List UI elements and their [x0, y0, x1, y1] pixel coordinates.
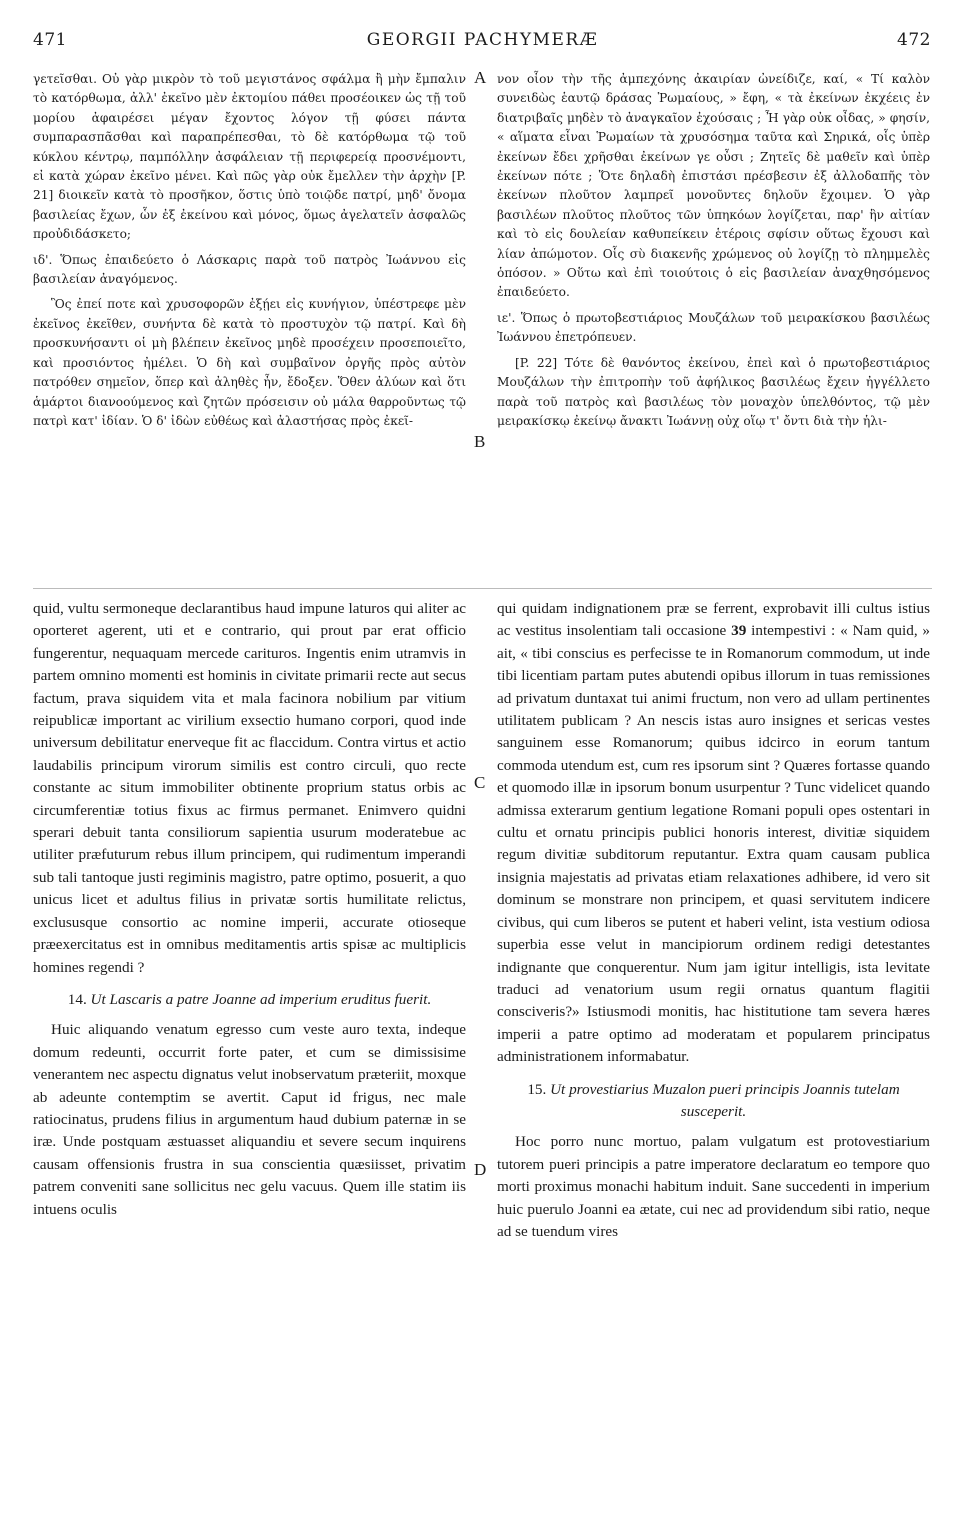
page-number-right: 472	[897, 30, 931, 50]
greek-paragraph: νον οἷον τὴν τῆς ἀμπεχόνης ἀκαιρίαν ὠνείδιζε, καί, « Τί καλὸν συνειδὼς ἑαυτῷ δράσας Ῥωμαίους, » ἔφη, « τὰ ἐκείνων ἐκχέεις ἐν διατριβαῖς μηδὲν τὸ ἀναγκαῖον ἐχούσαις ; Ἦ γὰρ οὐκ οἶδας, » φησίν, « αἵματα εἶναι Ῥωμαίων τὰ χρυσόσημα ταῦτα καὶ Σηρικά, οἷς ὑπὲρ ἐκείνων ἔδει χρῆσθαι ἐκείνων γε οὖσι ; Ζητεῖς δὲ μαθεῖν καὶ ὑπὲρ ἐκείνων πότε ; Ὅτε δηλαδὴ ἐπιστάσι πρέσβεσιν ἐξ ἀλλοδαπῆς τὸν ἐκείνων πλοῦτον λαμπρεῖ μονοῦντες δηλοῦν ἔχοιμεν. Ὁ γὰρ βασιλέων πλοῦτος πλοῦτος τῶν ὑπηκόων λογίζεται, παρ' ἣν αἰτίαν καὶ τὸ εἰς δουλείαν καθυπείκειν ἑτέροις σφίσιν οὕτως ἔχουσι καὶ λίαν ἀπώμοτον. Οἷς σὺ διακενῆς χρώμενος οὐ λογίζῃ τὸ πλημμελὲς ὁπόσον. » Οὕτω καὶ ἐπὶ τοιούτοις ὁ εἰς βασιλείαν ἀναχθησόμενος ἐπαιδεύετο.	[497, 72, 930, 300]
running-title: GEORGII PACHYMERÆ	[366, 30, 599, 50]
margin-marker-a: A	[474, 68, 487, 87]
latin-paragraph: Huic aliquando venatum egresso cum veste auro texta, indeque domum redeunti, occurrit forte pater, et cum se dimissisime venerantem nec aspectu dignatus velut inobservatum præteriit, moxque ab adeunte contemptim se avertit. Caput id frigus, nec male ratiocinatus, prudens filius in argumentum haud dubium paternæ in se iræ. Unde postquam æstuasset aliquandiu et severe secum inquirens causam offensionis frustra in sua conscientia quæsiisset, privatim patrem conveniti sane sollicitus nec gelu vacuus. Quem ille statim iis intuens oculis	[33, 1021, 466, 1218]
latin-chapter-heading	[497, 1079, 930, 1124]
latin-text: qui quidam indignationem præ se ferrent, exprobavit illi cultus istius ac vestitus insolentiam tali occasione	[497, 600, 930, 640]
latin-column-right	[497, 598, 930, 1528]
latin-chapter-heading	[33, 989, 466, 1011]
greek-paragraph: [P. 22] Τότε δὲ θανόντος ἐκείνου, ἐπεὶ καὶ ὁ πρωτοβεστιάριος Μουζάλων τὴν ἐπιτροπὴν τοῦ ἀφήλικος βασιλέως ἔχειν ἠγγέλλετο παρὰ τοῦ πατρὸς καὶ βασιλέως τὸν μοναχὸν ὑπελθόντος, τῷ μὲν μειρακίσκῳ ἐκείνῳ ἄνακτι Ἰωάννῃ οὐχ οἵῳ τ' ὄντι διὰ τὴν ἡλι-	[497, 355, 930, 428]
margin-marker-d: D	[474, 1160, 487, 1179]
divider-rule	[33, 588, 932, 589]
greek-chapter-heading: ιε'. Ὅπως ὁ πρωτοβεστιάριος Μουζάλων τοῦ μειρακίσκου βασιλέως Ἰωάννου ἐπετρόπευεν.	[497, 310, 930, 345]
greek-column-left	[33, 70, 466, 585]
greek-column-right	[497, 70, 930, 585]
latin-chapter-title: Ut provestiarius Muzalon pueri principis Joannis tutelam susceperit.	[550, 1080, 900, 1120]
page-header	[0, 30, 965, 60]
latin-chapter-number: 14.	[67, 990, 87, 1008]
latin-column-left	[33, 598, 466, 1528]
margin-number: 39	[731, 622, 747, 640]
page-number-left: 471	[33, 30, 67, 50]
greek-chapter-heading: ιδ'. Ὅπως ἐπαιδεύετο ὁ Λάσκαρις παρὰ τοῦ πατρὸς Ἰωάννου εἰς βασιλείαν ἀναγόμενος.	[33, 252, 466, 287]
latin-paragraph: Hoc porro nunc mortuo, palam vulgatum est protovestiarium tutorem pueri principis a patre imperatore declaratum eo tempore quo morti proximus monachi habitum induit. Sane succedenti in imperium huic puerulo Joanni ea ætate, cui nec ad providendum sibi ratio, neque ad se tuendum vires	[497, 1133, 930, 1240]
margin-marker-b: B	[474, 432, 486, 451]
margin-marker-c: C	[474, 773, 486, 792]
latin-paragraph	[497, 598, 930, 1069]
latin-text: intempestivi : « Nam quid, » ait, « tibi conscius es perfecisse te in Romanorum commodum, ut inde tibi licentiam partam putes abutendi opibus illorum in tuas remissiones ad privatum duntaxat tui animi fructum, non vero ad ullam pertinentes utilitatem publicam ? An nescis istas auro insignes et sericas vestes sanguinem esse Romanorum; quibus idcirco in eorum tantum commoda utendum est, cum res ipsorum sint ? Quæres fortasse quando et quomodo illæ in ipsorum bonum usurpentur ? Tunc videlicet quando admissa exterarum gentium legatione Romani populi opes ostentari in cultu et ornatu principis publici honoris interest, divitiæ siquidem regum divitiæ subditorum reputantur. Extra quam causam publica insignia majestatis ad privatas etiam relaxationes adhibere, id vero sit dominum se monstrare non principem, et quasi servitutem indicere civibus, qui cum liberos se putent et haberi velint, ista vestium odiosa superbia esse velut in mancipiorum ordinem redigi detestantes indignante que conquerentur. Num jam igitur intelligis, ista levitate traduci ad venatorium usum regii ornatus quantum flagitii consciveris?» Istiusmodi monitis, hac histitutione tam severa hæres imperii a patre optimo ad moderatam et popularem principatus administrationem informabatur.	[497, 622, 930, 1066]
latin-chapter-title: Ut Lascaris a patre Joanne ad imperium eruditus fuerit.	[90, 990, 432, 1008]
greek-paragraph: Ὃς ἐπεί ποτε καὶ χρυσοφορῶν ἐξῄει εἰς κυνήγιον, ὑπέστρεφε μὲν ἐκεῖνος ἐκεῖθεν, συνήντα δὲ κατὰ τὸ προστυχὸν τῷ πατρί. Καὶ δὴ προσκυνήσαντι οἱ μὴ βλέπειν ἐκεῖνος μηδὲ προσέχειν προσεποιεῖτο, καὶ προσιόντος ἠμέλει. Ὁ δὴ καὶ συμβαῖνον ὀργῆς πρὸς αὐτὸν πατρόθεν σημεῖον, ὅπερ καὶ ἀληθὲς ἦν, ἔδοξεν. Ὅθεν ἀλύων καὶ ὅτι ἁμάρτοι διανοούμενος καὶ ζητῶν πρόσεισιν οὐ μάλα θαρροῦντως τῷ πατρὶ κατ' ἰδίαν. Ὁ δ' ἰδὼν εὐθέως καὶ ἀλαστήσας πρὸς ἐκεῖ-	[33, 297, 466, 428]
greek-paragraph: γετεῖσθαι. Οὐ γὰρ μικρὸν τὸ τοῦ μεγιστάνος σφάλμα ἢ μὴν ἔμπαλιν τὸ κατόρθωμα, ἀλλ' ἐκεῖνο μὲν ἐκτομίου πάθει προσέοικεν ὡς τῇ τοῦ μορίου ἀφαιρέσει μέγαν ἔχοντος λόγον τῇ φύσει πάντα συμπαρασπᾶσθαι καὶ παραπρέπεσθαι, τὸ δὲ κατόρθωμα τῷ τοῦ κύκλου κέντρῳ, παμπόλλην ἀσφάλειαν τῇ περιφερείᾳ προσνέμοντι, εἰ κατὰ χώραν ἐκεῖνο μένει. Καὶ πῶς γὰρ οὐκ ἔμελλεν τὴν ἀρχὴν [P. 21] διοικεῖν κατὰ τὸ προσῆκον, ὅστις ὑπὸ τοιῷδε πατρί, μηδ' ὄνομα βασιλείας ἔχων, ὧν ἐξ ἐκείνου καὶ μόνος, ὅμως ἀγελατεῖν ἀσφαλῶς προὐδιδάσκετο;	[33, 72, 466, 242]
latin-paragraph: quid, vultu sermoneque declarantibus haud impune laturos qui aliter ac oporteret agerent, uti et e contrario, qui prout par erat officio fungerentur, nequaquam mercede carituros. Ingentis enim utramvis in partem omnino momenti est hominis in civitate primarii recte aut secus factum, prava siquidem vita et mala facinora nobilium par vitium reipublicæ important ac virilium exsectio humano corpori, quod inde universum debilitatur enerveque fit ac flaccidum. Contra virtus et actio laudabilis principum virorum similis est contro circuli, quo recte constante ac situm immobiliter obtinente proprium status orbis ac circumferentiæ totius fixus ac firmus permanet. Enimvero quidni sperari debuit tanta consiliorum sapientia usurum moderatebue ac utiliter præfuturum rebus illum principem, qui rudimentum imperandi sub tali tantoque justi regiminis magistro, patre optimo, posuerit, a quo unicus licet et adultus filius in privatæ sortis humilitate relictus, exclususque consortio ac nomine imperii, accurate otioseque præexercitatus est in omnibus meditamentis artis spisæ ac multiplicis homines regendi ?	[33, 600, 466, 976]
latin-chapter-number: 15.	[527, 1080, 547, 1098]
